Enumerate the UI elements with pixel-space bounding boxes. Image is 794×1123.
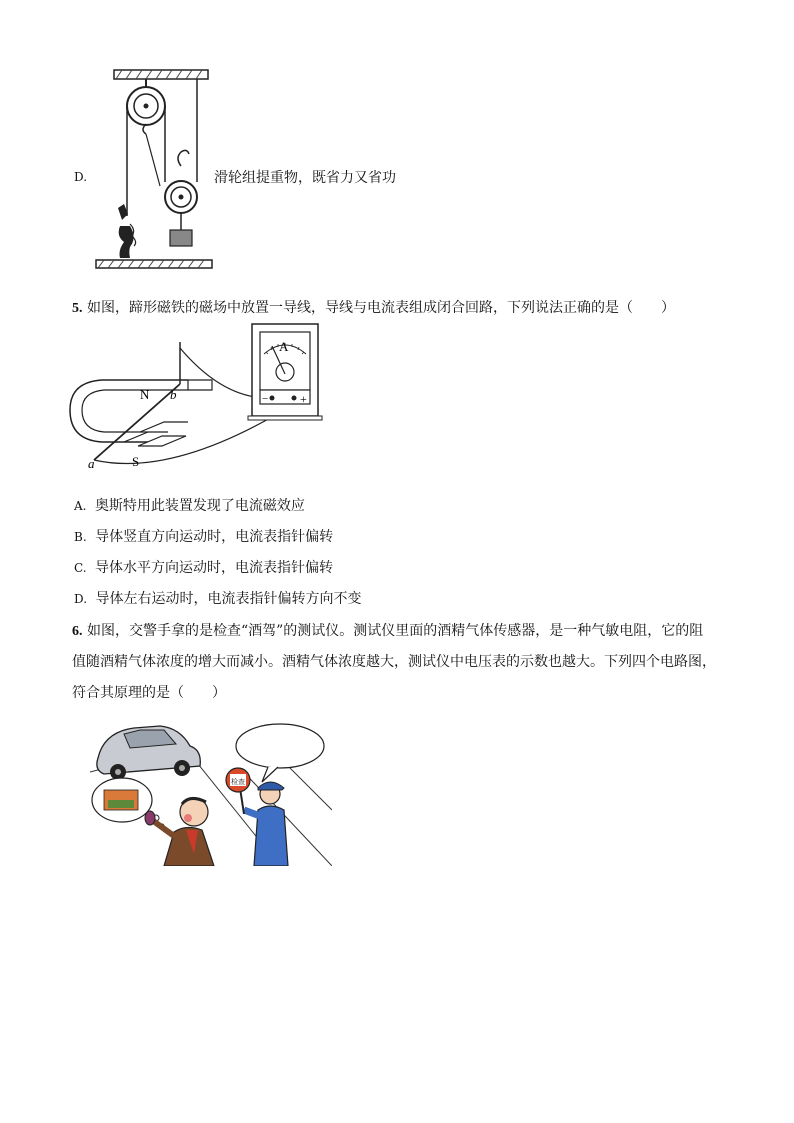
q5-option-d bbox=[74, 588, 361, 608]
magnet-ammeter-figure bbox=[64, 318, 326, 474]
check-sign-text: 检查 bbox=[231, 778, 245, 786]
label-s: S bbox=[132, 454, 140, 469]
question-number: 5. bbox=[72, 301, 83, 316]
q5-option-c bbox=[74, 557, 333, 577]
pulley-system-figure bbox=[90, 66, 220, 274]
option-letter: C. bbox=[74, 561, 87, 575]
option-text: 奥斯特用此装置发现了电流磁效应 bbox=[94, 498, 305, 514]
question-text: 如图，蹄形磁铁的磁场中放置一导线，导线与电流表组成闭合回路，下列说法正确的是（ ） bbox=[86, 300, 675, 316]
option-text: 导体竖直方向运动时，电流表指针偏转 bbox=[95, 529, 334, 545]
option-text: 导体左右运动时，电流表指针偏转方向不变 bbox=[95, 591, 362, 607]
question-6-line2: 值随酒精气体浓度的增大而减小。酒精气体浓度越大，测试仪中电压表的示数也越大。下列四个电路图， bbox=[72, 654, 716, 670]
option-letter: B. bbox=[74, 530, 87, 544]
label-minus: − bbox=[262, 393, 269, 405]
question-number: 6. bbox=[72, 624, 83, 639]
option-text: 导体水平方向运动时，电流表指针偏转 bbox=[95, 560, 334, 576]
label-n: N bbox=[140, 387, 150, 402]
q5-option-a bbox=[74, 495, 305, 515]
label-plus: + bbox=[300, 392, 307, 406]
label-ammeter-a: A bbox=[279, 339, 289, 354]
option-d-letter: D. bbox=[74, 170, 88, 184]
label-b: b bbox=[170, 387, 177, 402]
question-5-stem bbox=[72, 297, 675, 317]
option-letter: A. bbox=[74, 499, 87, 513]
option-d-text: 滑轮组提重物，既省力又省功 bbox=[214, 170, 396, 186]
question-6-line3: 符合其原理的是（ ） bbox=[72, 685, 226, 701]
q5-option-b bbox=[74, 526, 333, 546]
option-letter: D. bbox=[74, 592, 88, 606]
label-a: a bbox=[88, 456, 95, 471]
question-text: 如图，交警手拿的是检查“酒驾”的测试仪。测试仪里面的酒精气体传感器，是一种气敏电阻，它的阻 bbox=[86, 623, 704, 639]
question-6-line1 bbox=[72, 620, 703, 640]
traffic-police-illustration bbox=[90, 718, 332, 866]
